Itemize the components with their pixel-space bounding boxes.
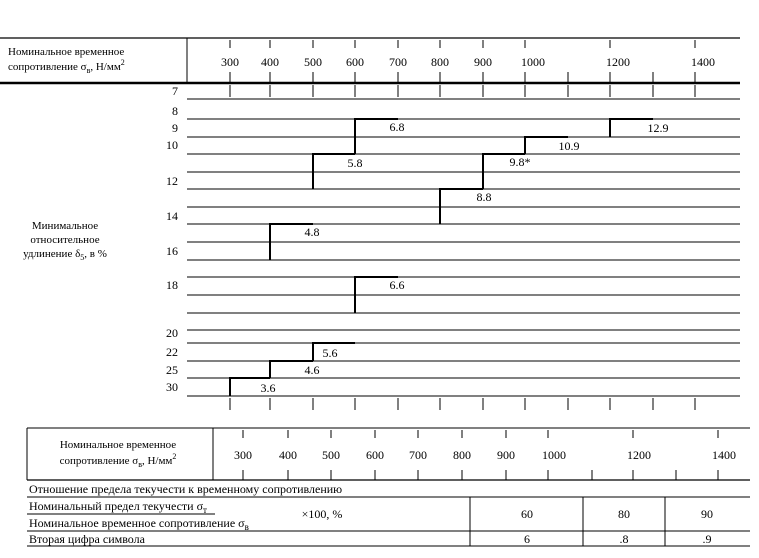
side-title-line3: удлинение $\delta_5$, в % [23,248,107,262]
y-tick-labels [166,84,178,394]
digit-value: 6 [524,532,530,546]
x-tick-label: 300 [221,55,239,69]
side-title-line1: Минимальное [31,220,99,232]
chart-frame [0,38,740,410]
ratio-numerator: Номинальный предел текучести $\sigma_т$ [29,499,207,515]
class-label: 6.6 [389,278,405,292]
x-tick-label-bottom: 300 [234,448,252,462]
header-line1: Номинальное временное [8,46,125,58]
ratio-denominator: Номинальное временное сопротивление $\sigma_в$ [29,516,249,532]
x-tick-label-bottom: 500 [322,448,340,462]
class-label: 10.9 [558,139,580,153]
x-tick-label-bottom: 1400 [712,448,736,462]
ratio-table [27,428,750,546]
header-axis-title [8,46,125,75]
y-tick-label: 22 [166,345,178,359]
class-label: 4.6 [304,363,320,377]
ratio-value: 90 [701,507,713,521]
class-label: 5.6 [322,346,338,360]
x-tick-label: 800 [431,55,449,69]
digit-value: .9 [702,532,712,546]
y-tick-label: 7 [172,84,178,98]
ratio-factor: ×100, % [301,507,343,521]
side-axis-title [23,220,107,262]
ratio-value: 60 [521,507,533,521]
y-tick-label: 30 [166,380,178,394]
y-tick-label: 8 [172,104,178,118]
x-tick-label: 1000 [521,55,545,69]
x-tick-labels-top [221,55,715,69]
class-label: 6.8 [389,120,405,134]
ratio-value: 80 [618,507,630,521]
x-tick-label: 1200 [606,55,630,69]
class-label: 3.6 [260,381,276,395]
y-tick-label: 14 [166,209,178,223]
y-tick-label: 12 [166,174,178,188]
x-tick-label: 900 [474,55,492,69]
y-tick-label: 9 [172,121,178,135]
x-tick-label-bottom: 900 [497,448,515,462]
digit-value: .8 [619,532,629,546]
x-tick-label-bottom: 1200 [627,448,651,462]
digit-row-label: Вторая цифра символа [29,532,145,546]
bottom-header-line2: сопротивление $\sigma_в$, $Н/мм^2$ [59,452,177,469]
header-line2: сопротивление $\sigma_в$, $Н/мм^2$ [8,58,125,75]
class-label: 12.9 [647,121,669,135]
y-tick-label: 20 [166,326,178,340]
class-label: 9.8* [509,155,531,169]
x-tick-label-bottom: 800 [453,448,471,462]
x-tick-label: 700 [389,55,407,69]
x-tick-label-bottom: 400 [279,448,297,462]
x-tick-label-bottom: 1000 [542,448,566,462]
x-tick-label: 600 [346,55,364,69]
class-boundaries [230,119,653,396]
class-labels [261,120,669,395]
y-tick-label: 10 [166,138,178,152]
bottom-header-line1: Номинальное временное [59,439,177,451]
side-title-line2: относительное [30,234,100,246]
class-label: 4.8 [304,225,320,239]
x-tick-label: 500 [304,55,322,69]
x-tick-label: 400 [261,55,279,69]
x-tick-label-bottom: 700 [409,448,427,462]
y-tick-label: 16 [166,244,178,258]
class-label: 5.8 [347,156,363,170]
ratio-title: Отношение предела текучести к временному сопротивлению [29,482,343,496]
y-tick-label: 25 [166,363,178,377]
class-label: 8.8 [476,190,492,204]
x-tick-label-bottom: 600 [366,448,384,462]
x-tick-label: 1400 [691,55,715,69]
y-tick-label: 18 [166,278,178,292]
